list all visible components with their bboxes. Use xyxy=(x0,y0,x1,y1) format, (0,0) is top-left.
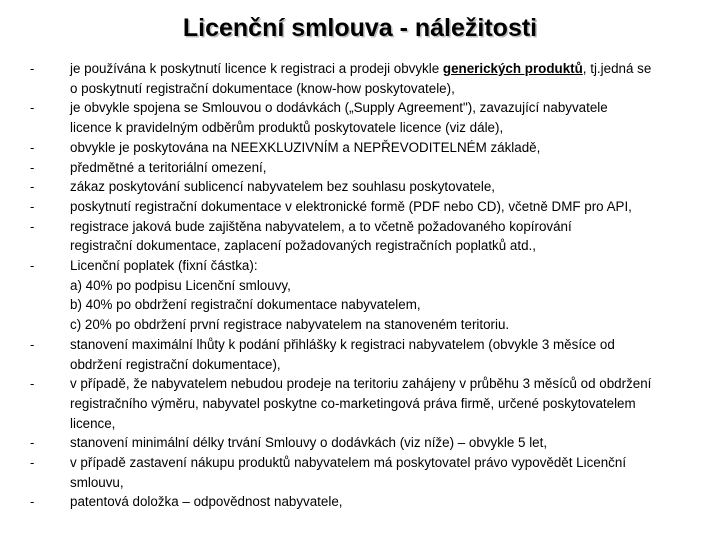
bullet-dash: - xyxy=(30,376,35,392)
item-line: b) 40% po obdržení registrační dokumentace nabyvatelem, xyxy=(70,297,421,313)
item-line: zákaz poskytování sublicencí nabyvatelem bez souhlasu poskytovatele, xyxy=(70,179,496,195)
bullet-dash: - xyxy=(30,435,35,451)
bullet-dash: - xyxy=(30,159,35,175)
item-line: smlouvu, xyxy=(70,474,124,490)
item-line: předmětné a teritoriální omezení, xyxy=(70,159,267,175)
item-line: licence, xyxy=(70,415,116,431)
item-line: registračního výměru, nabyvatel poskytne co-marketingová práva firmě, určené poskytovatelem xyxy=(70,395,636,411)
bullet-dash: - xyxy=(30,198,35,214)
item-line: v případě, že nabyvatelem nebudou prodeje na teritoriu zahájeny v průběhu 3 měsíců od obdržení xyxy=(70,376,652,392)
slide-title: Licenční smlouva - náležitosti xyxy=(182,14,538,42)
list-item xyxy=(30,138,690,158)
bullet-dash: - xyxy=(30,139,35,155)
item-line: registrace jaková bude zajištěna nabyvatelem, a to včetně požadovaného kopírování xyxy=(70,218,572,234)
item-emphasis: generických produktů xyxy=(442,61,583,76)
list-item xyxy=(30,335,690,374)
bullet-dash: - xyxy=(30,258,35,274)
list-item xyxy=(30,98,690,137)
list-item xyxy=(30,492,690,512)
item-line: c) 20% po obdržení první registrace nabyvatelem na stanoveném teritoriu. xyxy=(70,317,510,333)
item-line: stanovení minimální délky trvání Smlouvy o dodávkách (viz níže) – obvykle 5 let, xyxy=(70,435,548,451)
bullet-dash: - xyxy=(30,218,35,234)
list-item xyxy=(30,433,690,453)
item-line: je obvykle spojena se Smlouvou o dodávkách („Supply Agreement"), zavazující nabyvatele xyxy=(70,100,608,116)
item-line: a) 40% po podpisu Licenční smlouvy, xyxy=(70,277,291,293)
item-line: patentová doložka – odpovědnost nabyvatele, xyxy=(70,494,343,510)
item-line: licence k pravidelným odběrům produktů poskytovatele licence (viz dále), xyxy=(70,120,504,136)
bullet-dash: - xyxy=(30,455,35,471)
list-item xyxy=(30,374,690,433)
list-item xyxy=(30,158,690,178)
bullet-dash: - xyxy=(30,61,35,76)
item-line: Licenční poplatek (fixní částka): xyxy=(70,258,258,274)
item-text: , tj.jedná se xyxy=(582,61,652,76)
item-line: poskytnutí registrační dokumentace v elektronické formě (PDF nebo CD), včetně DMF pro API, xyxy=(70,198,632,214)
item-line: registrační dokumentace, zaplacení požadovaných registračních poplatků atd., xyxy=(70,238,536,254)
list-item xyxy=(30,177,690,197)
item-line: obvykle je poskytována na NEEXKLUZIVNÍM a NEPŘEVODITELNÉM základě, xyxy=(70,139,541,155)
list-item xyxy=(30,197,690,217)
bullet-dash: - xyxy=(30,100,35,116)
item-line: stanovení maximální lhůty k podání přihlášky k registraci nabyvatelem (obvykle 3 měsíce od xyxy=(70,336,615,352)
item-line: o poskytnutí registrační dokumentace (know-how poskytovatele), xyxy=(70,80,455,96)
list-item xyxy=(30,453,690,492)
item-line: v případě zastavení nákupu produktů nabyvatelem má poskytovatel právo vypovědět Licenční xyxy=(70,455,627,471)
item-line: obdržení registrační dokumentace), xyxy=(70,356,281,372)
bullet-dash: - xyxy=(30,336,35,352)
bullet-list xyxy=(30,59,690,512)
bullet-dash: - xyxy=(30,494,35,510)
list-item xyxy=(30,59,690,98)
item-line xyxy=(70,59,690,79)
list-item xyxy=(30,217,690,256)
list-item xyxy=(30,256,690,335)
item-text: je používána k poskytnutí licence k registraci a prodeji obvykle xyxy=(70,61,443,76)
bullet-dash: - xyxy=(30,179,35,195)
